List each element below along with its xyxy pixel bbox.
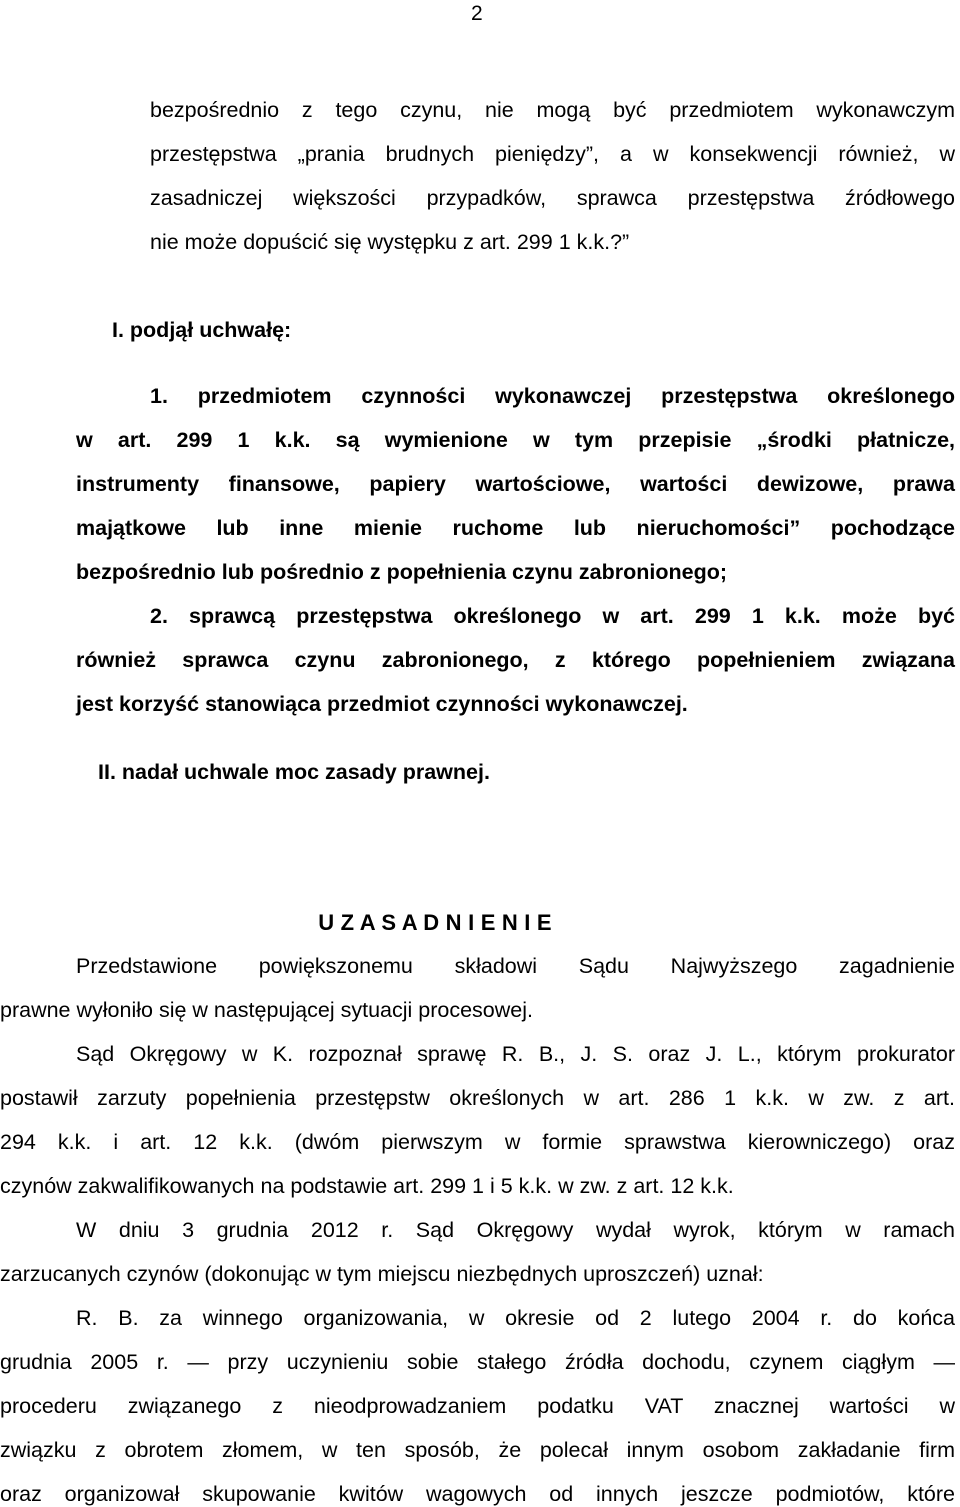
point-one-line-5: bezpośrednio lub pośrednio z popełnienia czynu zabronionego;	[76, 560, 727, 584]
point-one-line-4: majątkowe lub inne mienie ruchome lub nieruchomości” pochodzące	[76, 516, 955, 540]
point-two-line-2: również sprawca czynu zabronionego, z którego popełnieniem związana	[76, 648, 955, 672]
intro-line-3: zasadniczej większości przypadków, sprawca przestępstwa źródłowego	[150, 186, 955, 210]
page-number: 2	[471, 2, 483, 25]
justification-line-4: postawił zarzuty popełnienia przestępstw określonych w art. 286 1 k.k. w zw. z art.	[0, 1086, 955, 1110]
resolution-part-one: I. podjął uchwałę:	[112, 318, 292, 342]
justification-line-9: R. B. za winnego organizowania, w okresie od 2 lutego 2004 r. do końca	[76, 1306, 955, 1330]
justification-line-8: zarzucanych czynów (dokonując w tym miejscu niezbędnych uproszczeń) uznał:	[0, 1262, 764, 1286]
justification-line-2: prawne wyłoniło się w następującej sytuacji procesowej.	[0, 998, 533, 1022]
intro-line-2: przestępstwa „prania brudnych pieniędzy”, a w konsekwencji również, w	[150, 142, 955, 166]
point-one-line-1: 1. przedmiotem czynności wykonawczej przestępstwa określonego	[150, 384, 955, 408]
point-two-line-1: 2. sprawcą przestępstwa określonego w art. 299 1 k.k. może być	[150, 604, 955, 628]
resolution-part-two: II. nadał uchwale moc zasady prawnej.	[98, 760, 490, 784]
justification-heading: U Z A S A D N I E N I E	[318, 910, 552, 935]
justification-line-1: Przedstawione powiększonemu składowi Sądu Najwyższego zagadnienie	[76, 954, 955, 978]
justification-line-13: oraz organizował skupowanie kwitów wagowych od innych jeszcze podmiotów, które	[0, 1482, 955, 1506]
justification-line-7: W dniu 3 grudnia 2012 r. Sąd Okręgowy wydał wyrok, którym w ramach	[76, 1218, 955, 1242]
point-one-line-2: w art. 299 1 k.k. są wymienione w tym przepisie „środki płatnicze,	[76, 428, 955, 452]
intro-line-1: bezpośrednio z tego czynu, nie mogą być przedmiotem wykonawczym	[150, 98, 955, 122]
point-two-line-3: jest korzyść stanowiąca przedmiot czynności wykonawczej.	[76, 692, 688, 716]
justification-line-6: czynów zakwalifikowanych na podstawie art. 299 1 i 5 k.k. w zw. z art. 12 k.k.	[0, 1174, 734, 1198]
justification-line-11: procederu związanego z nieodprowadzaniem podatku VAT znacznej wartości w	[0, 1394, 955, 1418]
point-one-line-3: instrumenty finansowe, papiery wartościowe, wartości dewizowe, prawa	[76, 472, 955, 496]
justification-line-10: grudnia 2005 r. — przy uczynieniu sobie stałego źródła dochodu, czynem ciągłym —	[0, 1350, 955, 1374]
justification-line-3: Sąd Okręgowy w K. rozpoznał sprawę R. B., J. S. oraz J. L., którym prokurator	[76, 1042, 955, 1066]
justification-line-5: 294 k.k. i art. 12 k.k. (dwóm pierwszym w formie sprawstwa kierowniczego) oraz	[0, 1130, 955, 1154]
intro-line-4: nie może dopuścić się występku z art. 299 1 k.k.?”	[150, 230, 630, 254]
justification-line-12: związku z obrotem złomem, w ten sposób, że polecał innym osobom zakładanie firm	[0, 1438, 955, 1462]
